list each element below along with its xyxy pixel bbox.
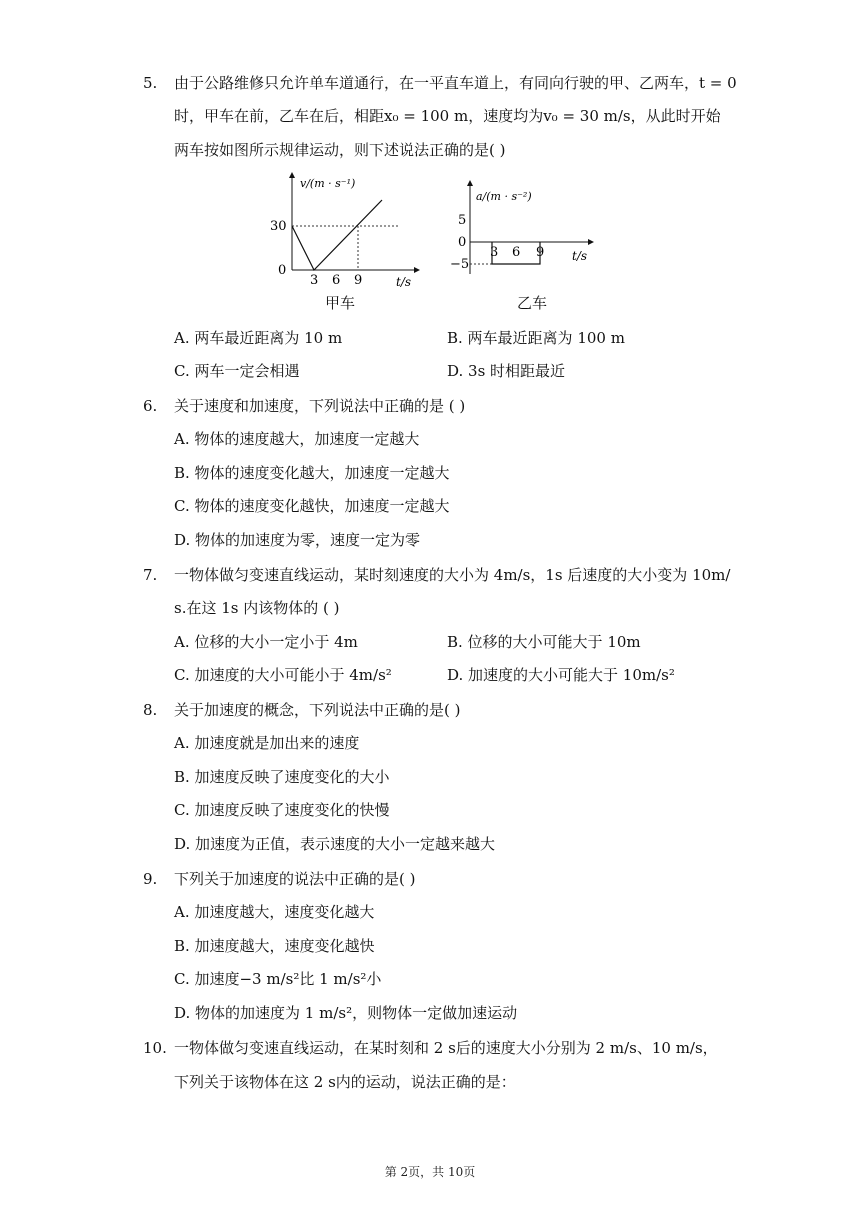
graph2-caption: 乙车 [517, 294, 548, 312]
question-10-number: 10. [143, 1039, 167, 1057]
graph2-xlabel: t/s [572, 249, 588, 263]
graph2-tick-9: 9 [536, 245, 545, 260]
question-8-option-b: B. 加速度反映了速度变化的大小 [174, 768, 390, 786]
question-7-option-d: D. 加速度的大小可能大于 10m/s² [447, 666, 675, 684]
acceleration-time-graph [448, 180, 598, 280]
question-6-option-c: C. 物体的速度变化越快，加速度一定越大 [174, 497, 450, 515]
question-5-option-c: C. 两车一定会相遇 [174, 362, 300, 380]
question-9-option-c: C. 加速度−3 m/s²比 1 m/s²小 [174, 970, 382, 988]
graph1-ylabel: v/(m · s⁻¹) [300, 177, 356, 190]
question-8-stem: 关于加速度的概念，下列说法中正确的是( ) [174, 701, 461, 719]
graph1-caption: 甲车 [325, 294, 356, 312]
question-6-option-d: D. 物体的加速度为零，速度一定为零 [174, 531, 421, 549]
question-9-option-d: D. 物体的加速度为 1 m/s²，则物体一定做加速运动 [174, 1004, 518, 1022]
graph2-tick-0: 0 [458, 235, 467, 250]
question-7-option-a: A. 位移的大小一定小于 4m [174, 633, 358, 651]
velocity-time-graph [262, 170, 422, 290]
question-9-option-a: A. 加速度越大，速度变化越大 [174, 903, 375, 921]
question-5-stem-line-3: 两车按如图所示规律运动，则下述说法正确的是( ) [174, 141, 506, 159]
question-6-stem: 关于速度和加速度，下列说法中正确的是 ( ) [174, 397, 466, 415]
question-9-stem: 下列关于加速度的说法中正确的是( ) [174, 870, 416, 888]
question-10-stem-line-2: 下列关于该物体在这 2 s内的运动，说法正确的是： [174, 1073, 516, 1091]
graph2-ylabel: a/(m · s⁻²) [476, 190, 532, 203]
question-6-option-b: B. 物体的速度变化越大，加速度一定越大 [174, 464, 450, 482]
question-5-option-d: D. 3s 时相距最近 [447, 362, 566, 380]
graph2-tick-3: 3 [490, 245, 499, 260]
question-9-number: 9. [143, 870, 158, 888]
question-7-option-b: B. 位移的大小可能大于 10m [447, 633, 641, 651]
question-5-number: 5. [143, 74, 158, 92]
question-5-option-b: B. 两车最近距离为 100 m [447, 329, 625, 347]
graph1-xlabel: t/s [396, 275, 412, 289]
graph1-tick-3: 3 [310, 273, 319, 288]
graph2-tick-5: 5 [458, 213, 467, 228]
question-5-option-a: A. 两车最近距离为 10 m [174, 329, 343, 347]
question-8-option-d: D. 加速度为正值，表示速度的大小一定越来越大 [174, 835, 496, 853]
question-7-stem-line-1: 一物体做匀变速直线运动，某时刻速度的大小为 4m/s，1s 后速度的大小变为 10m/ [174, 566, 731, 584]
velocity-line [292, 200, 382, 270]
question-5-stem-line-1: 由于公路维修只允许单车道通行，在一平直车道上，有同向行驶的甲、乙两车，t = 0 [174, 74, 737, 92]
question-8-option-a: A. 加速度就是加出来的速度 [174, 734, 360, 752]
question-10-stem-line-1: 一物体做匀变速直线运动，在某时刻和 2 s后的速度大小分别为 2 m/s、10 m/s， [174, 1039, 718, 1057]
page-footer: 第 2页，共 10页 [384, 1165, 476, 1179]
graph1-tick-9: 9 [354, 273, 363, 288]
question-7-stem-line-2: s.在这 1s 内该物体的 ( ) [174, 599, 340, 617]
question-7-number: 7. [143, 566, 158, 584]
question-7-option-c: C. 加速度的大小可能小于 4m/s² [174, 666, 392, 684]
question-6-number: 6. [143, 397, 158, 415]
question-5-stem-line-2: 时，甲车在前，乙车在后，相距x₀ = 100 m，速度均为v₀ = 30 m/s，从此时开始 [174, 107, 721, 125]
graph1-tick-6: 6 [332, 273, 341, 288]
question-9-option-b: B. 加速度越大，速度变化越快 [174, 937, 375, 955]
graph1-tick-30: 30 [270, 219, 287, 234]
graph1-tick-0: 0 [278, 263, 287, 278]
question-8-number: 8. [143, 701, 158, 719]
question-8-option-c: C. 加速度反映了速度变化的快慢 [174, 801, 390, 819]
question-6-option-a: A. 物体的速度越大，加速度一定越大 [174, 430, 420, 448]
graph2-tick-6: 6 [512, 245, 521, 260]
graph2-tick-minus5: −5 [450, 257, 470, 272]
